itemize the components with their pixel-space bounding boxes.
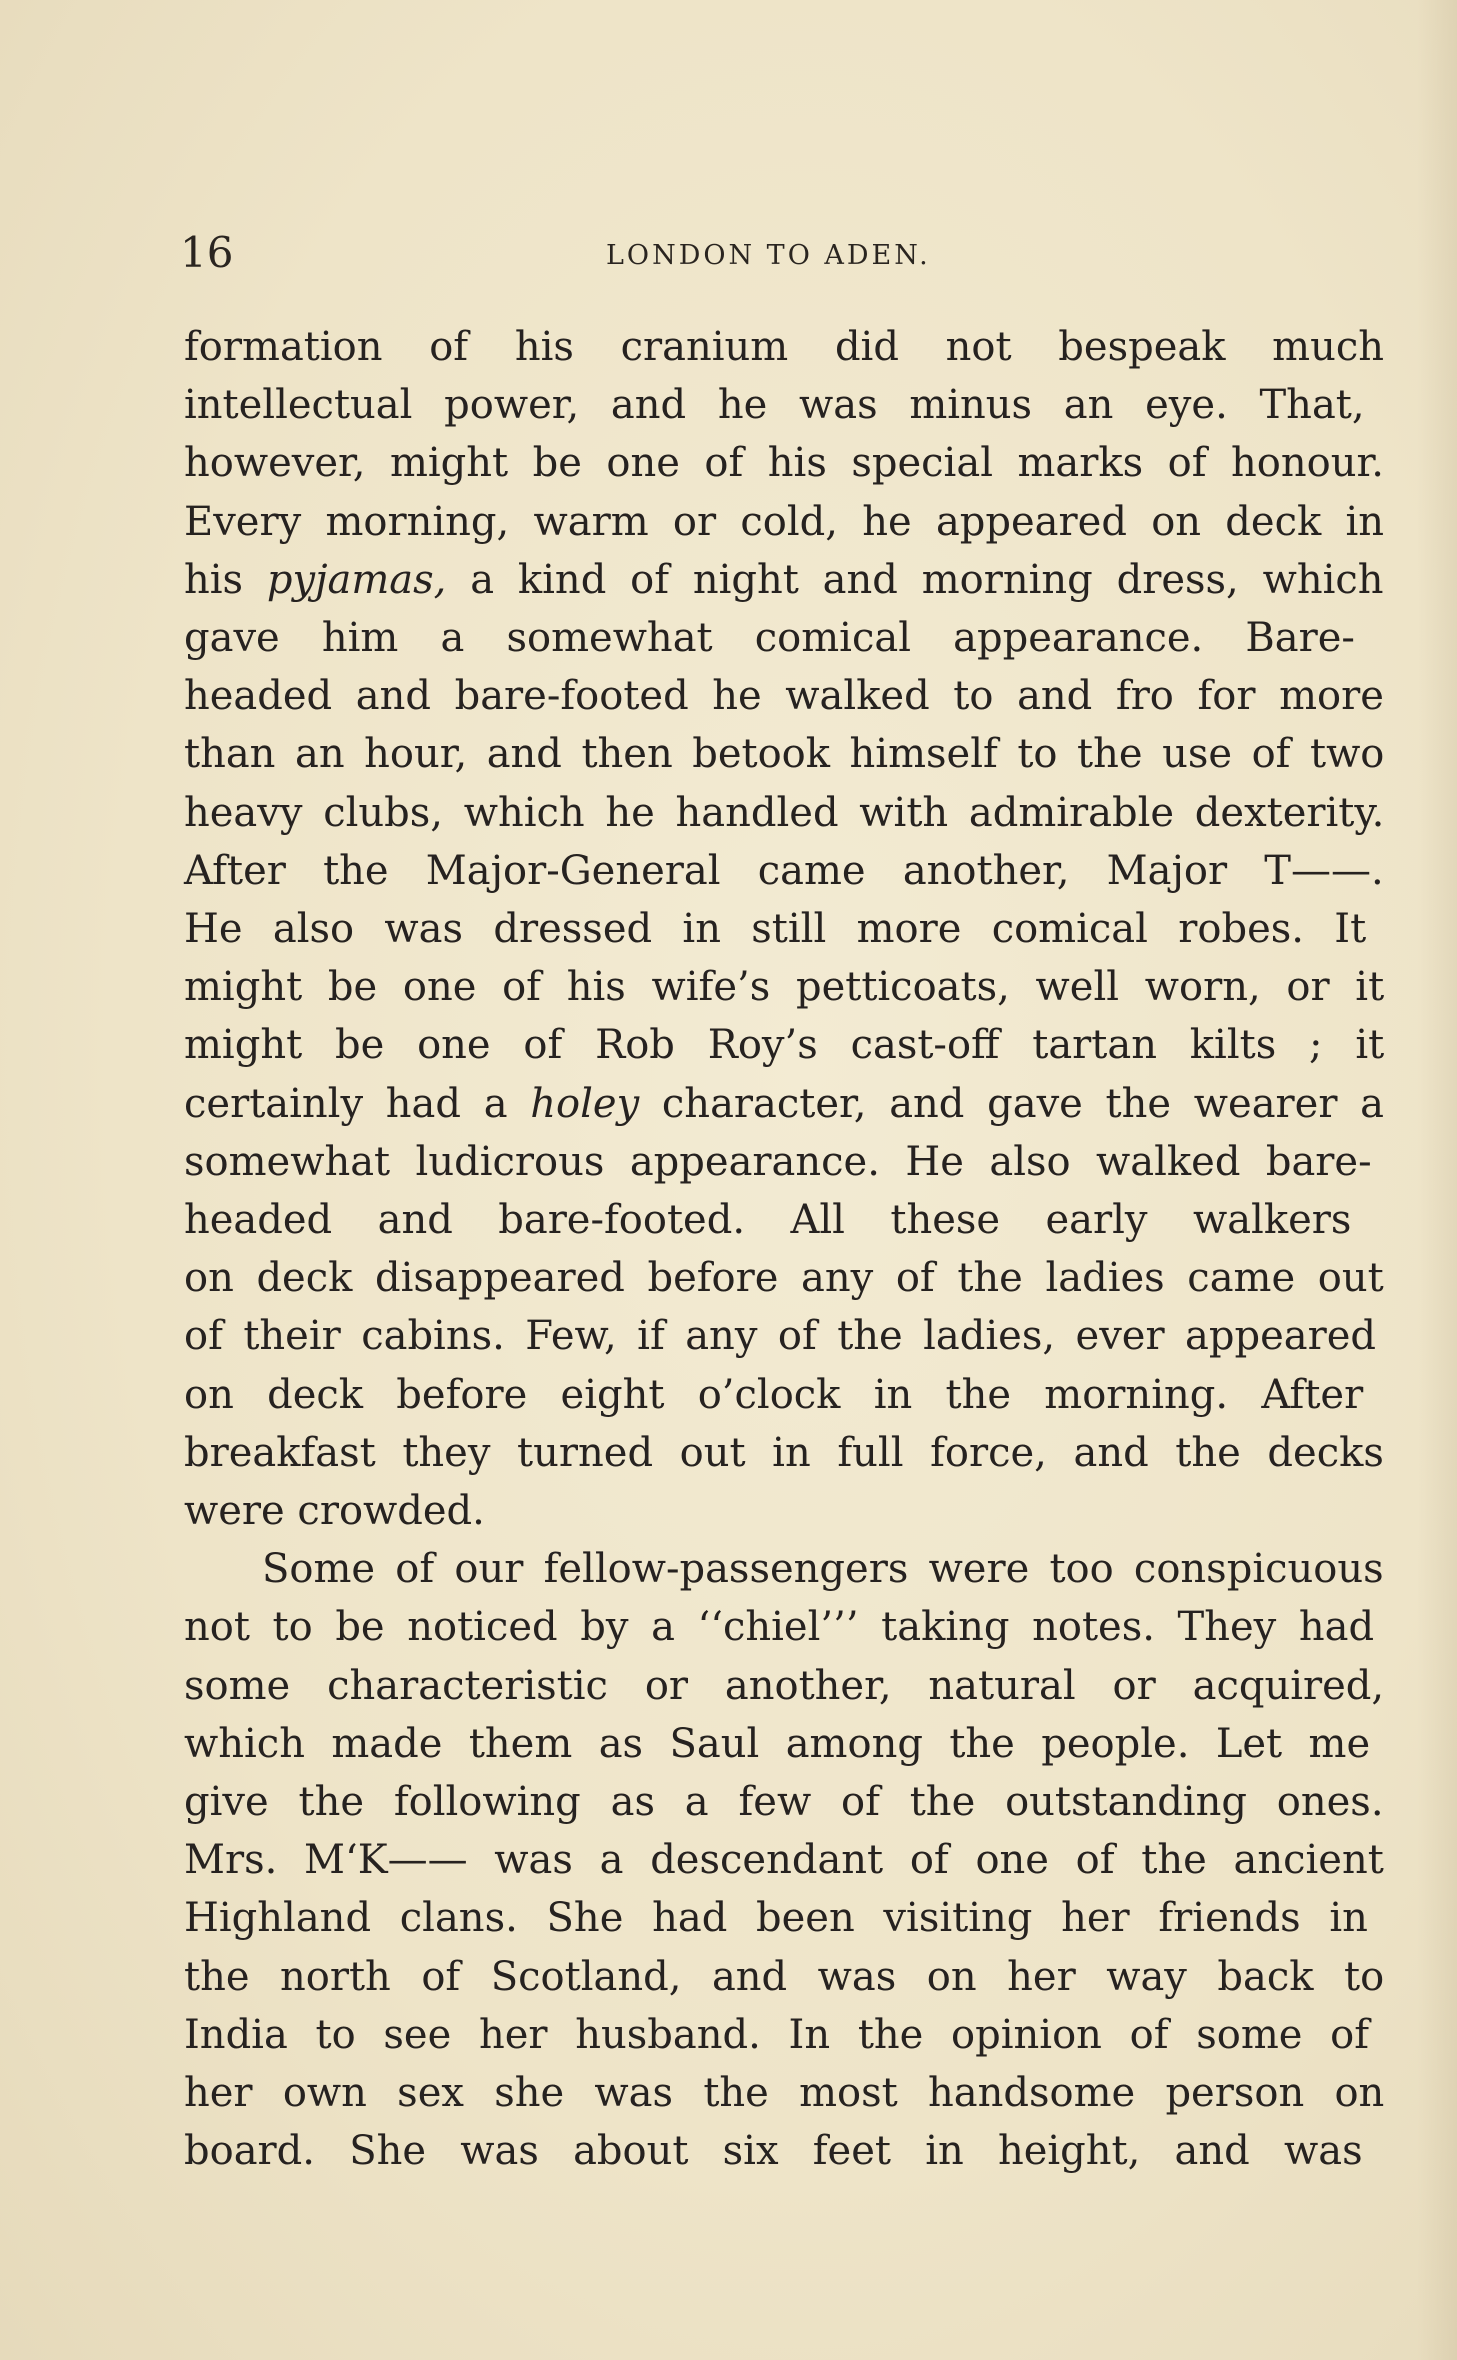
text-line: however, might be one of his special marks of honour. xyxy=(184,440,1384,487)
text-line: might be one of his wife’s petticoats, well worn, or it xyxy=(184,964,1385,1011)
text-line: than an hour, and then betook himself to the use of two xyxy=(184,731,1385,778)
text-line: After the Major-General came another, Major T——. xyxy=(184,847,1384,894)
text-segment: a kind of night and morning dress, which xyxy=(446,556,1384,603)
text-line: gave him a somewhat comical appearance. Bare- xyxy=(184,615,1355,661)
body-text xyxy=(184,318,1384,2218)
text-line: on deck disappeared before any of the ladies came out xyxy=(184,1255,1384,1302)
text-line: headed and bare-footed. All these early walkers xyxy=(184,1197,1352,1243)
running-title: LONDON TO ADEN. xyxy=(606,240,931,271)
text-line: Highland clans. She had been visiting her friends in xyxy=(184,1895,1368,1942)
text-line: give the following as a few of the outstanding ones. xyxy=(184,1779,1384,1825)
text-line: intellectual power, and he was minus an eye. That, xyxy=(184,382,1365,429)
text-line: some characteristic or another, natural or acquired, xyxy=(184,1662,1385,1709)
text-line: He also was dressed in still more comical robes. It xyxy=(184,906,1367,952)
text-line: Every morning, warm or cold, he appeared on deck in xyxy=(184,498,1385,545)
italic-word: holey xyxy=(530,1080,640,1127)
text-line: Some of our fellow-passengers were too conspicuous xyxy=(262,1546,1384,1593)
text-line: formation of his cranium did not bespeak much xyxy=(184,324,1385,370)
text-line: of their cabins. Few, if any of the ladies, ever appeared xyxy=(184,1313,1377,1360)
text-segment: character, and gave the wearer a xyxy=(639,1080,1385,1127)
text-segment: certainly had a xyxy=(184,1080,531,1127)
page-header xyxy=(0,228,1457,288)
text-line xyxy=(184,551,1384,609)
text-line: which made them as Saul among the people. Let me xyxy=(184,1720,1371,1767)
text-line: breakfast they turned out in full force, and the decks xyxy=(184,1429,1384,1476)
text-line: board. She was about six feet in height, and was xyxy=(184,2128,1363,2175)
page-edge-shadow xyxy=(1417,0,1457,2360)
text-segment: his xyxy=(184,556,267,603)
text-line: might be one of Rob Roy’s cast-off tartan kilts ; it xyxy=(184,1022,1385,1069)
text-line: headed and bare-footed he walked to and fro for more xyxy=(184,673,1384,720)
text-line: Mrs. M‘K—— was a descendant of one of the ancient xyxy=(184,1837,1384,1884)
text-line: somewhat ludicrous appearance. He also walked bare- xyxy=(184,1138,1372,1185)
text-line: on deck before eight o’clock in the morning. After xyxy=(184,1371,1364,1418)
text-line: her own sex she was the most handsome person on xyxy=(184,2070,1385,2116)
text-line: were crowded. xyxy=(184,1488,485,1534)
italic-word: pyjamas, xyxy=(266,556,447,603)
text-line xyxy=(184,1075,1384,1133)
text-line: heavy clubs, which he handled with admirable dexterity. xyxy=(184,789,1385,836)
text-line: the north of Scotland, and was on her way back to xyxy=(184,1953,1385,2000)
page-number: 16 xyxy=(180,228,234,277)
text-line: India to see her husband. In the opinion of some of xyxy=(184,2011,1370,2058)
text-line: not to be noticed by a ‘‘chiel’’’ taking notes. They had xyxy=(184,1604,1375,1651)
